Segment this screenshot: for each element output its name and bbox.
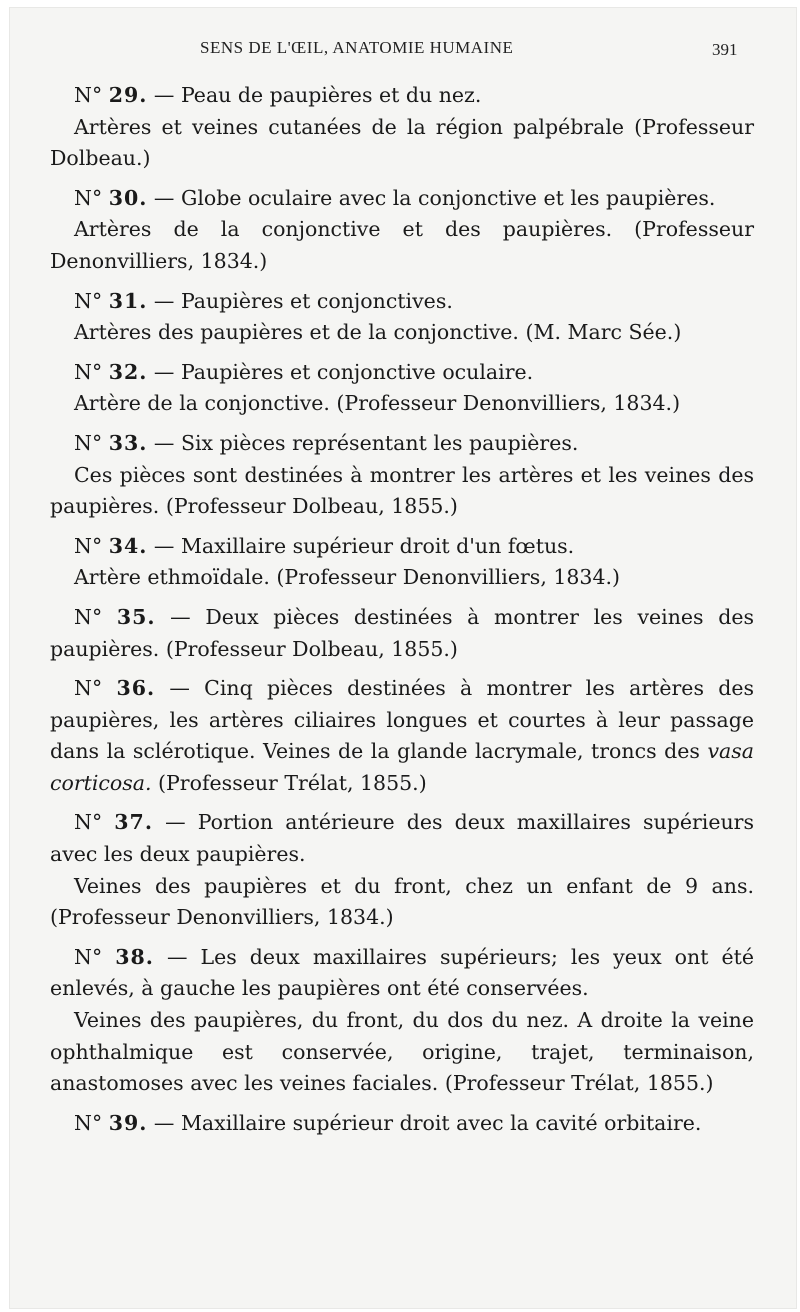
entry-note: Artères et veines cutanées de la région palpébrale (Professeur Dolbeau.) [50,114,754,171]
entry-dash: — [147,359,181,384]
entry-prefix: N° [74,676,103,701]
entry-title: Six pièces représentant les paupières. [180,430,579,455]
catalog-entry [50,807,754,933]
entry-dash: — [147,533,181,558]
entry-title: Paupières et conjonctives. [180,288,453,313]
entry-title: Peau de paupières et du nez. [180,83,482,107]
entry-title-line [50,357,754,389]
entry-title: Globe oculaire avec la conjonctive et les paupières. [180,185,716,210]
entry-title: Deux pièces destinées à montrer les veines des paupières. (Professeur Dolbeau, 1855.) [50,604,754,661]
entry-prefix: N° [74,83,103,107]
entry-title-line [50,286,754,318]
page-number: 391 [712,40,738,59]
catalog-entry [50,80,754,175]
entry-prefix: N° [74,604,103,629]
page-header [0,38,800,60]
entry-dash: — [147,83,181,107]
entry-title-line [50,673,754,799]
catalog-entry [50,183,754,278]
entry-title-line [50,183,754,215]
entry-number: 39. [108,1110,148,1135]
catalog-entry [50,942,754,1100]
entry-dash: — [155,604,206,629]
entry-prefix: N° [74,185,103,210]
entry-title-line [50,428,754,460]
entry-title: Les deux maxillaires supérieurs; les yeux ont été enlevés, à gauche les paupières ont été conservées. [50,944,754,1001]
entry-prefix: N° [74,288,103,313]
entry-prefix: N° [74,1110,103,1135]
entry-note: Veines des paupières et du front, chez un enfant de 9 ans. (Professeur Denonvilliers, 1834.) [50,873,754,930]
entry-number: 36. [116,676,156,701]
entry-title: Maxillaire supérieur droit d'un fœtus. [180,533,575,558]
entry-number: 29. [108,83,148,107]
entry-dash: — [153,944,201,969]
entry-dash: — [155,676,205,701]
entry-number: 30. [108,185,148,210]
entry-prefix: N° [74,533,103,558]
catalog-entry [50,428,754,523]
entry-dash: — [147,430,181,455]
entry-number: 31. [108,288,148,313]
entry-title-line [50,80,754,112]
entry-number: 38. [115,944,154,969]
entry-dash: — [152,810,198,835]
catalog-entry [50,357,754,420]
entry-dash: — [147,1110,181,1135]
entry-attribution: (Professeur Trélat, 1855.) [151,770,427,795]
entry-note: Artères de la conjonctive et des paupières. (Professeur Denonvilliers, 1834.) [50,217,754,273]
catalog-entry [50,673,754,799]
entry-prefix: N° [74,359,103,384]
entry-number: 35. [116,604,156,629]
entry-number: 33. [108,430,148,455]
entry-note: Artère de la conjonctive. (Professeur Denonvilliers, 1834.) [74,391,681,416]
entry-number: 34. [108,533,148,558]
entry-italic-term: vasa corticosa. [50,739,754,795]
catalog-entry [50,531,754,594]
entry-prefix: N° [74,810,103,835]
entry-note: Artères des paupières et de la conjonctive. (M. Marc Sée.) [74,320,682,345]
entry-title: Maxillaire supérieur droit avec la cavité orbitaire. [180,1110,702,1135]
entry-note: Ces pièces sont destinées à montrer les artères et les veines des paupières. (Professeur Dolbeau, 1855.) [50,462,754,519]
entry-title-line [50,1108,754,1140]
entry-prefix: N° [74,944,103,969]
entry-title: Paupières et conjonctive oculaire. [180,359,534,384]
entry-title-line [50,531,754,563]
entry-note: Artère ethmoïdale. (Professeur Denonvilliers, 1834.) [74,565,621,590]
entry-title-line [50,807,754,870]
catalog-entry [50,286,754,349]
entry-number: 37. [114,810,153,835]
entry-title-line [50,942,754,1005]
entry-title: Cinq pièces destinées à montrer les artères des paupières, les artères ciliaires longues et courtes à leur passage dans la sclérotique. Veines de la glande lacrymale, troncs des [50,676,754,764]
entry-dash: — [147,288,181,313]
entry-title-line [50,602,754,665]
entry-prefix: N° [74,430,103,455]
catalog-entry [50,1108,754,1140]
entry-note: Veines des paupières, du front, du dos du nez. A droite la veine ophthalmique est conservée, origine, trajet, terminaison, anastomoses avec les veines faciales. (Professeur Trélat, 1855.) [50,1008,754,1096]
entry-number: 32. [108,359,148,384]
catalog-list [50,80,754,1147]
catalog-entry [50,602,754,665]
entry-title: Portion antérieure des deux maxillaires supérieurs avec les deux paupières. [50,810,754,867]
entry-dash: — [147,185,181,210]
running-title: SENS DE L'ŒIL, ANATOMIE HUMAINE [200,38,514,57]
